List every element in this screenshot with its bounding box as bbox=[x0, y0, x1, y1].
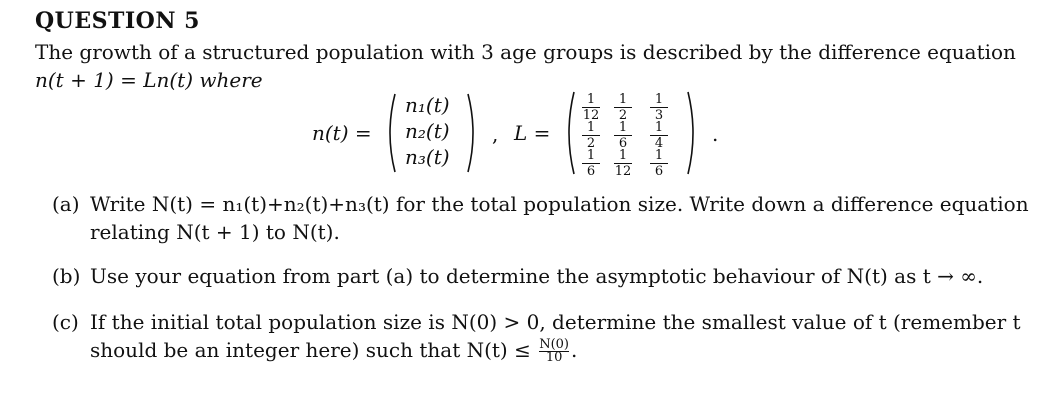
matrix-entry-denominator: 4 bbox=[654, 136, 664, 151]
matrix-entry-denominator: 6 bbox=[586, 164, 596, 179]
matrix-entry-numerator: 1 bbox=[618, 120, 628, 135]
matrix-entry-numerator: 1 bbox=[654, 92, 664, 107]
matrix-entry-denominator: 6 bbox=[654, 164, 664, 179]
matrix-entry-r3-c3 bbox=[648, 149, 670, 178]
matrix-entry-numerator: 1 bbox=[618, 92, 628, 107]
part-a-line-2: relating N(t + 1) to N(t). bbox=[90, 220, 340, 244]
intro-line-1: The growth of a structured population with 3 age groups is described by the difference equation bbox=[35, 40, 1016, 64]
n-vector-left-paren bbox=[383, 92, 397, 174]
part-c-fraction bbox=[539, 339, 569, 364]
n-vector-entry-3: n₃(t) bbox=[405, 145, 450, 169]
matrix-entry-r3-c1 bbox=[580, 149, 602, 178]
n-vector-entry-2: n₂(t) bbox=[405, 119, 450, 143]
matrix-entry-numerator: 1 bbox=[586, 148, 596, 163]
L-matrix-lhs: L = bbox=[514, 121, 551, 145]
matrix-entry-numerator: 1 bbox=[654, 120, 664, 135]
matrix-entry-denominator: 12 bbox=[614, 164, 632, 179]
matrix-entry-r3-c2 bbox=[612, 149, 634, 178]
part-c-line-2-period: . bbox=[571, 338, 578, 362]
equation-comma: , bbox=[492, 122, 499, 146]
part-b-label: (b) bbox=[52, 264, 81, 288]
L-matrix-left-paren bbox=[562, 90, 576, 176]
matrix-entry-r2-c2 bbox=[612, 121, 634, 150]
matrix-entry-numerator: 1 bbox=[618, 148, 628, 163]
matrix-entry-numerator: 1 bbox=[654, 148, 664, 163]
matrix-entry-denominator: 3 bbox=[654, 108, 664, 123]
matrix-entry-denominator: 2 bbox=[586, 136, 596, 151]
part-c-line-1: If the initial total population size is N(0) > 0, determine the smallest value of t (remember t bbox=[90, 310, 1021, 334]
part-c-line-2-text: should be an integer here) such that N(t) ≤ bbox=[90, 338, 531, 362]
part-c bbox=[52, 308, 1021, 364]
equation-period: . bbox=[712, 122, 719, 146]
question-heading: QUESTION 5 bbox=[35, 8, 200, 34]
matrix-entry-numerator: 1 bbox=[586, 120, 596, 135]
matrix-entry-numerator: 1 bbox=[586, 92, 596, 107]
n-vector-lhs: n(t) = bbox=[312, 121, 372, 145]
part-a-label: (a) bbox=[52, 192, 80, 216]
part-c-label: (c) bbox=[52, 310, 79, 334]
part-a-line-1: Write N(t) = n₁(t)+n₂(t)+n₃(t) for the total population size. Write down a difference equation bbox=[90, 192, 1029, 216]
part-b-line-1: Use your equation from part (a) to determine the asymptotic behaviour of N(t) as t → ∞. bbox=[90, 264, 984, 288]
part-b bbox=[52, 262, 983, 290]
part-c-fraction-numerator: N(0) bbox=[539, 337, 569, 352]
n-vector-entry-1: n₁(t) bbox=[405, 93, 450, 117]
part-c-line-2 bbox=[52, 336, 1021, 364]
matrix-entry-denominator: 12 bbox=[582, 108, 600, 123]
matrix-entry-r1-c2 bbox=[612, 93, 634, 122]
matrix-entry-r1-c1 bbox=[580, 93, 602, 122]
matrix-entry-denominator: 6 bbox=[618, 136, 628, 151]
part-c-fraction-denominator: 10 bbox=[545, 350, 563, 365]
matrix-entry-denominator: 2 bbox=[618, 108, 628, 123]
part-a bbox=[52, 190, 1029, 246]
matrix-entry-r1-c3 bbox=[648, 93, 670, 122]
question-intro bbox=[35, 38, 1016, 94]
intro-line-2: n(t + 1) = Ln(t) where bbox=[35, 68, 263, 92]
L-matrix-right-paren bbox=[686, 90, 700, 176]
n-vector-right-paren bbox=[466, 92, 480, 174]
matrix-entry-r2-c3 bbox=[648, 121, 670, 150]
matrix-entry-r2-c1 bbox=[580, 121, 602, 150]
